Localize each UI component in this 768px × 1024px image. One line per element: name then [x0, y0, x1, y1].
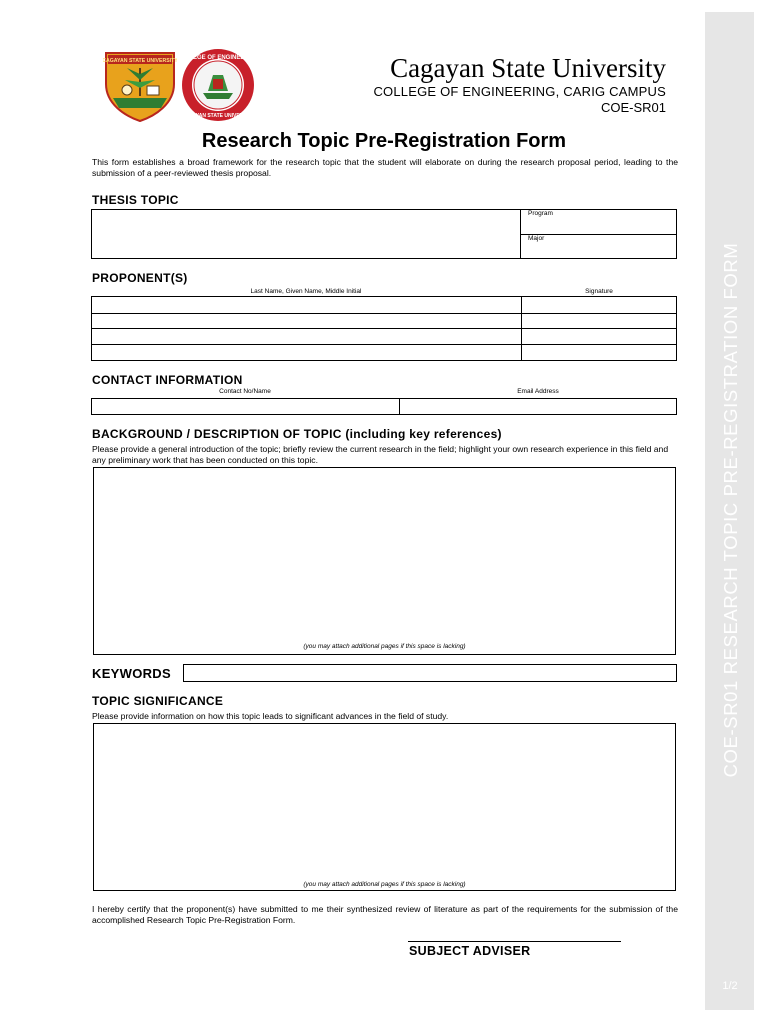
proponent-signature-field[interactable] — [522, 313, 676, 327]
proponent-signature-field[interactable] — [522, 344, 676, 360]
proponent-signature-field[interactable] — [522, 328, 676, 343]
proponents-name-column-header: Last Name, Given Name, Middle Initial — [250, 288, 362, 295]
proponent-name-field[interactable] — [92, 328, 520, 343]
form-intro: This form establishes a broad framework for the research topic that the student will elaborate on during the research proposal period, leading to the submission of a peer-reviewed thesis proposal. — [92, 157, 678, 178]
thesis-topic-heading: THESIS TOPIC — [92, 193, 179, 207]
background-text-area[interactable] — [93, 467, 676, 655]
page-number: 1/2 — [722, 980, 738, 992]
seal-right-text: COLLEGE OF ENGINEERING — [179, 55, 257, 61]
significance-text-area[interactable] — [93, 723, 676, 891]
background-heading: BACKGROUND / DESCRIPTION OF TOPIC (including key references) — [92, 427, 502, 441]
proponent-name-field[interactable] — [92, 313, 520, 327]
contact-heading: CONTACT INFORMATION — [92, 373, 243, 387]
cagayan-state-university-seal — [103, 50, 177, 122]
proponents-heading: PROPONENT(S) — [92, 271, 188, 285]
adviser-signature-line[interactable] — [408, 941, 621, 942]
significance-attach-note: (you may attach additional pages if this space is lacking) — [303, 881, 466, 888]
significance-instructions: Please provide information on how this topic leads to significant advances in the field of study. — [92, 711, 449, 721]
contact-number-field[interactable] — [91, 398, 400, 415]
sidebar-form-label: COE-SR01 RESEARCH TOPIC PRE-REGISTRATION FORM — [720, 242, 741, 778]
email-column-header: Email Address — [517, 388, 559, 395]
proponents-signature-column-header: Signature — [585, 288, 613, 295]
background-attach-note: (you may attach additional pages if this space is lacking) — [303, 643, 466, 650]
contact-number-column-header: Contact No/Name — [219, 388, 271, 395]
significance-heading: TOPIC SIGNIFICANCE — [92, 694, 224, 708]
program-label: Program — [528, 210, 553, 217]
form-code: COE-SR01 — [600, 100, 666, 115]
certification-text: I hereby certify that the proponent(s) have submitted to me their synthesized review of literature as part of the requirements for the submission of the accomplished Research Topic Pre-Registration Form. — [92, 904, 678, 925]
proponent-name-field[interactable] — [92, 344, 520, 360]
proponent-name-field[interactable] — [92, 297, 520, 312]
background-instructions: Please provide a general introduction of the topic; briefly review the current research in the field; highlight your own research experience in this field and any preliminary work that has been conducted on this topic. — [92, 444, 669, 465]
college-of-engineering-seal — [179, 47, 257, 123]
proponent-signature-field[interactable] — [522, 297, 676, 312]
subject-adviser-label: SUBJECT ADVISER — [409, 944, 531, 958]
college-name: COLLEGE OF ENGINEERING, CARIG CAMPUS — [373, 84, 666, 99]
email-field[interactable] — [399, 398, 677, 415]
form-title: Research Topic Pre-Registration Form — [201, 130, 567, 152]
seal-left-text: CAGAYAN STATE UNIVERSITY — [103, 58, 177, 64]
keywords-field[interactable] — [183, 664, 677, 682]
thesis-topic-field[interactable] — [91, 209, 521, 259]
keywords-heading: KEYWORDS — [92, 666, 171, 681]
seal-right-bottom-text: CAGAYAN STATE UNIVERSITY — [181, 113, 255, 119]
major-label: Major — [528, 235, 545, 242]
university-name: Cagayan State University — [390, 53, 666, 83]
